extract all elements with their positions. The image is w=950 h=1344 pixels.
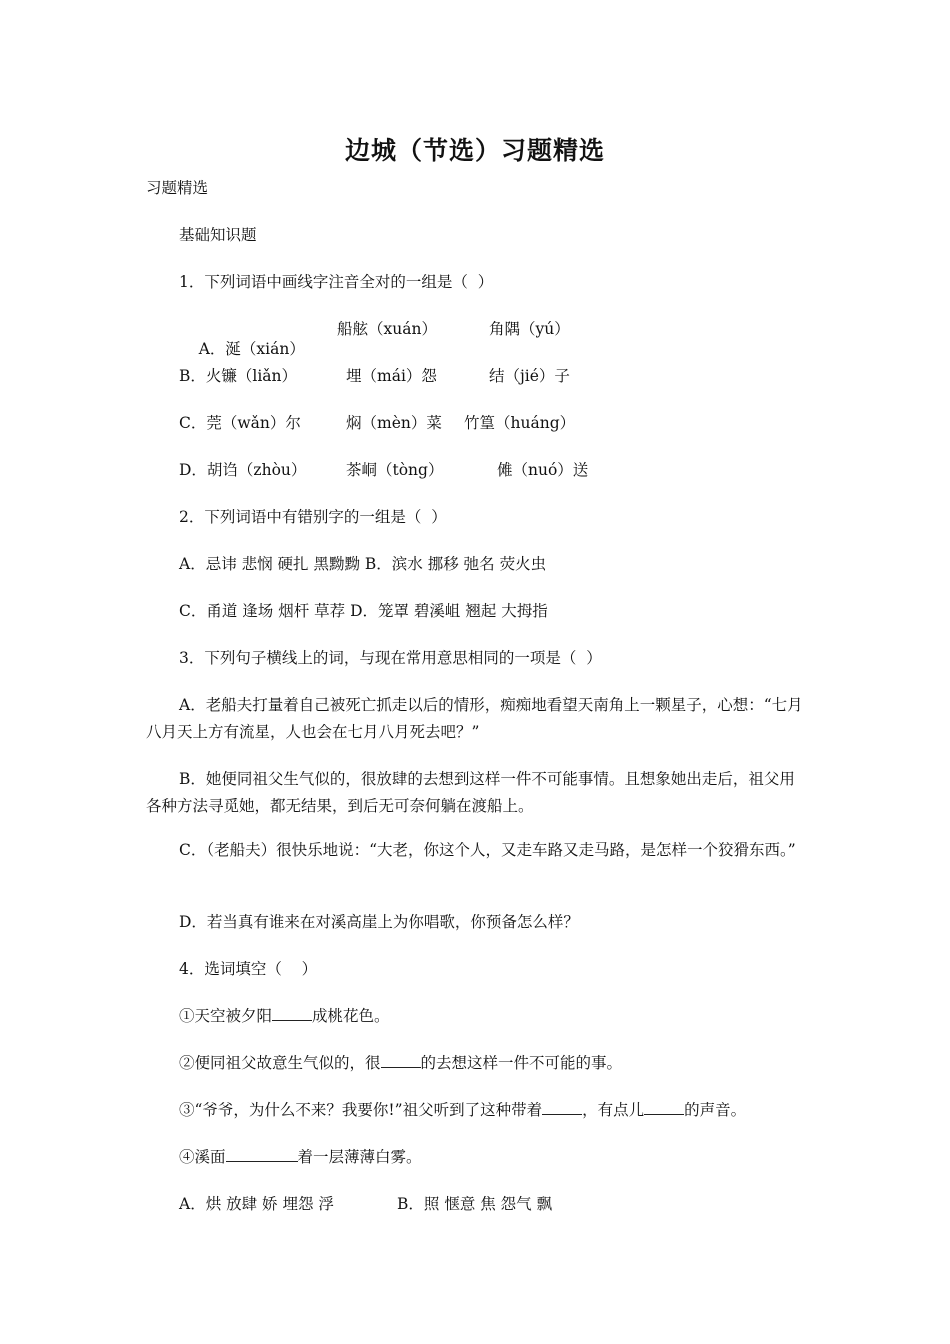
s1-part-2: 成桃花色。: [312, 1007, 390, 1025]
s4-part-2: 着一层薄薄白雾。: [297, 1148, 422, 1166]
question-2-options-ab: A．忌讳 悲悯 硬扎 黑黝黝 B．滨水 挪移 弛名 荧火虫: [179, 555, 547, 573]
s2-part-1: ②便同祖父故意生气似的，很: [179, 1054, 381, 1072]
fill-blank: [644, 1100, 684, 1115]
question-3-option-c: C．（老船夫）很快乐地说：“大老，你这个人，又走车路又走马路，是怎样一个狡猾东西。”: [179, 841, 796, 859]
question-4-option-b: B．照 惬意 焦 怨气 飘: [397, 1195, 553, 1213]
subtitle: 习题精选: [146, 179, 209, 197]
q1-a-word-2: 船舷（xuán）: [337, 320, 437, 338]
question-2-options-cd: C．甬道 逢场 烟杆 草荐 D．笼罩 碧溪岨 翘起 大拇指: [179, 602, 548, 620]
s1-part-1: ①天空被夕阳: [179, 1007, 273, 1025]
s3-part-3: 的声音。: [684, 1101, 747, 1119]
question-3-stem: 3．下列句子横线上的词，与现在常用意思相同的一项是（ ）: [179, 649, 602, 667]
q1-b-word-1: B．火镰（liǎn）: [179, 367, 298, 385]
question-4-sentence-3: [179, 1100, 746, 1120]
q1-b-word-3: 结（jié）子: [489, 367, 570, 385]
question-3-option-b: B．她便同祖父生气似的，很放肆的去想到这样一件不可能事情。且想象她出走后，祖父用各种方法寻觅她，都无结果，到后无可奈何躺在渡船上。: [146, 770, 795, 815]
question-4-sentence-2: [179, 1053, 622, 1073]
question-4-option-a: A．烘 放肆 娇 埋怨 浮: [179, 1195, 334, 1213]
q1-a-word-3: 角隅（yú）: [489, 320, 570, 338]
fill-blank: [381, 1053, 421, 1068]
fill-blank: [542, 1100, 582, 1115]
question-2-stem: 2．下列词语中有错别字的一组是（ ）: [179, 508, 447, 526]
question-4-stem: 4．选词填空（ ）: [179, 960, 318, 978]
q1-d-word-1: D．胡诌（zhòu）: [179, 461, 307, 479]
s2-part-2: 的去想这样一件不可能的事。: [420, 1054, 623, 1072]
q1-d-word-2: 茶峒（tòng）: [346, 461, 444, 479]
fill-blank: [272, 1006, 312, 1021]
question-1-stem: 1．下列词语中画线字注音全对的一组是（ ）: [179, 273, 494, 291]
q1-c-word-2: 焖（mèn）菜: [346, 414, 442, 432]
q1-a-word-1: A．涎（xián）: [198, 340, 305, 358]
q1-d-word-3: 傩（nuó）送: [497, 461, 589, 479]
document-title: 边城（节选）习题精选: [344, 136, 605, 165]
s3-part-2: ，有点儿: [582, 1101, 645, 1119]
section-heading: 基础知识题: [179, 226, 257, 244]
s4-part-1: ④溪面: [179, 1148, 226, 1166]
question-3-option-d: D．若当真有谁来在对溪高崖上为你唱歌，你预备怎么样？: [179, 913, 579, 931]
q1-c-word-3: 竹篁（huáng）: [464, 414, 576, 432]
fill-blank: [226, 1147, 298, 1162]
q1-b-word-2: 埋（mái）怨: [346, 367, 437, 385]
q1-c-word-1: C．莞（wǎn）尔: [179, 414, 301, 432]
question-3-option-a: A．老船夫打量着自己被死亡抓走以后的情形，痴痴地看望天南角上一颗星子，心想：“七月八月天上方有流星，人也会在七月八月死去吧？”: [146, 696, 803, 741]
s3-part-1: ③“爷爷，为什么不来？我要你!”祖父听到了这种带着: [179, 1101, 543, 1119]
question-4-sentence-1: [179, 1006, 390, 1026]
question-4-sentence-4: [179, 1147, 422, 1167]
